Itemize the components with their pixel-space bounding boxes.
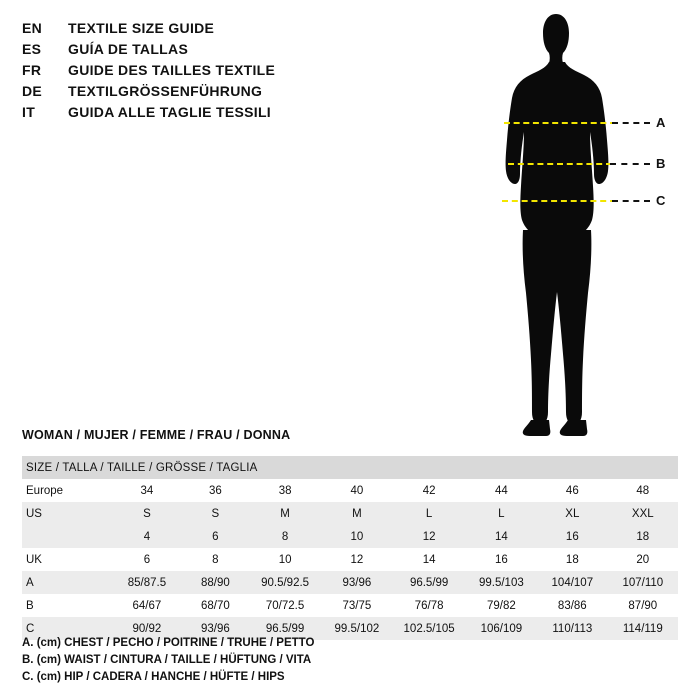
cell-usnum-8: 18 — [608, 525, 678, 548]
cell-uk-2: 8 — [182, 548, 249, 571]
row-label-europe: Europe — [22, 479, 112, 502]
size-table — [22, 456, 678, 640]
cell-a-1: 85/87.5 — [112, 571, 182, 594]
title-text-fr: GUIDE DES TAILLES TEXTILE — [68, 62, 276, 78]
title-row-de — [22, 83, 442, 104]
cell-c-7: 110/113 — [537, 617, 608, 640]
table-row-uk — [22, 548, 678, 571]
cell-us-6: L — [466, 502, 537, 525]
cell-us-2: S — [182, 502, 249, 525]
leader-line-a — [612, 122, 650, 124]
title-lang-en: EN — [22, 20, 43, 36]
cell-a-4: 93/96 — [321, 571, 392, 594]
marker-label-b: B — [656, 156, 666, 171]
title-row-es — [22, 41, 442, 62]
cell-usnum-5: 12 — [393, 525, 466, 548]
cell-europe-6: 44 — [466, 479, 537, 502]
title-row-it — [22, 104, 442, 125]
cell-europe-7: 46 — [537, 479, 608, 502]
cell-a-2: 88/90 — [182, 571, 249, 594]
table-row-us-numeric — [22, 525, 678, 548]
cell-c-3: 96.5/99 — [249, 617, 321, 640]
cell-europe-1: 34 — [112, 479, 182, 502]
cell-a-3: 90.5/92.5 — [249, 571, 321, 594]
cell-europe-3: 38 — [249, 479, 321, 502]
cell-b-5: 76/78 — [393, 594, 466, 617]
cell-europe-5: 42 — [393, 479, 466, 502]
cell-c-4: 99.5/102 — [321, 617, 392, 640]
cell-b-4: 73/75 — [321, 594, 392, 617]
cell-usnum-7: 16 — [537, 525, 608, 548]
cell-uk-4: 12 — [321, 548, 392, 571]
cell-us-1: S — [112, 502, 182, 525]
measurement-legend — [22, 635, 314, 686]
cell-c-5: 102.5/105 — [393, 617, 466, 640]
section-heading-woman: WOMAN / MUJER / FEMME / FRAU / DONNA — [22, 428, 291, 442]
cell-usnum-3: 8 — [249, 525, 321, 548]
title-lang-it: IT — [22, 104, 36, 120]
title-lang-fr: FR — [22, 62, 42, 78]
cell-b-8: 87/90 — [608, 594, 678, 617]
cell-c-2: 93/96 — [182, 617, 249, 640]
table-header-label: SIZE / TALLA / TAILLE / GRÖSSE / TAGLIA — [22, 456, 678, 479]
cell-us-5: L — [393, 502, 466, 525]
cell-a-7: 104/107 — [537, 571, 608, 594]
title-lang-de: DE — [22, 83, 43, 99]
measure-line-hip — [502, 200, 616, 202]
row-label-uk: UK — [22, 548, 112, 571]
cell-uk-7: 18 — [537, 548, 608, 571]
cell-usnum-1: 4 — [112, 525, 182, 548]
cell-us-7: XL — [537, 502, 608, 525]
cell-europe-4: 40 — [321, 479, 392, 502]
title-row-en — [22, 20, 442, 41]
cell-a-8: 107/110 — [608, 571, 678, 594]
table-row-a — [22, 571, 678, 594]
cell-b-2: 68/70 — [182, 594, 249, 617]
cell-uk-6: 16 — [466, 548, 537, 571]
female-silhouette-figure — [460, 8, 690, 438]
cell-b-6: 79/82 — [466, 594, 537, 617]
cell-a-5: 96.5/99 — [393, 571, 466, 594]
title-text-it: GUIDA ALLE TAGLIE TESSILI — [68, 104, 271, 120]
title-lang-es: ES — [22, 41, 42, 57]
cell-b-7: 83/86 — [537, 594, 608, 617]
cell-usnum-6: 14 — [466, 525, 537, 548]
cell-uk-3: 10 — [249, 548, 321, 571]
cell-usnum-2: 6 — [182, 525, 249, 548]
cell-c-6: 106/109 — [466, 617, 537, 640]
marker-label-a: A — [656, 115, 666, 130]
title-text-es: GUÍA DE TALLAS — [68, 41, 189, 57]
silhouette-icon — [460, 8, 690, 438]
table-row-europe — [22, 479, 678, 502]
leader-line-b — [610, 163, 650, 165]
legend-line-a: A. (cm) CHEST / PECHO / POITRINE / TRUHE / PETTO — [22, 637, 315, 649]
cell-usnum-4: 10 — [321, 525, 392, 548]
title-row-fr — [22, 62, 442, 83]
measure-line-chest — [504, 122, 616, 124]
cell-uk-8: 20 — [608, 548, 678, 571]
marker-label-c: C — [656, 193, 666, 208]
row-label-us: US — [22, 502, 112, 525]
row-label-us-numeric — [22, 525, 112, 548]
row-label-c: C — [22, 617, 112, 640]
row-label-a: A — [22, 571, 112, 594]
table-row-b — [22, 594, 678, 617]
table-row-us — [22, 502, 678, 525]
cell-c-1: 90/92 — [112, 617, 182, 640]
cell-us-3: M — [249, 502, 321, 525]
row-label-b: B — [22, 594, 112, 617]
title-text-en: TEXTILE SIZE GUIDE — [68, 20, 215, 36]
title-block — [22, 20, 442, 125]
cell-europe-2: 36 — [182, 479, 249, 502]
leader-line-c — [612, 200, 650, 202]
cell-us-8: XXL — [608, 502, 678, 525]
cell-europe-8: 48 — [608, 479, 678, 502]
cell-c-8: 114/119 — [608, 617, 678, 640]
legend-line-c: C. (cm) HIP / CADERA / HANCHE / HÜFTE / HIPS — [22, 671, 285, 683]
legend-line-b: B. (cm) WAIST / CINTURA / TAILLE / HÜFTUNG / VITA — [22, 654, 312, 666]
cell-us-4: M — [321, 502, 392, 525]
cell-uk-1: 6 — [112, 548, 182, 571]
table-header-row — [22, 456, 678, 479]
measure-line-waist — [508, 163, 612, 165]
cell-b-1: 64/67 — [112, 594, 182, 617]
cell-uk-5: 14 — [393, 548, 466, 571]
cell-b-3: 70/72.5 — [249, 594, 321, 617]
title-text-de: TEXTILGRÖSSENFÜHRUNG — [68, 83, 263, 99]
cell-a-6: 99.5/103 — [466, 571, 537, 594]
